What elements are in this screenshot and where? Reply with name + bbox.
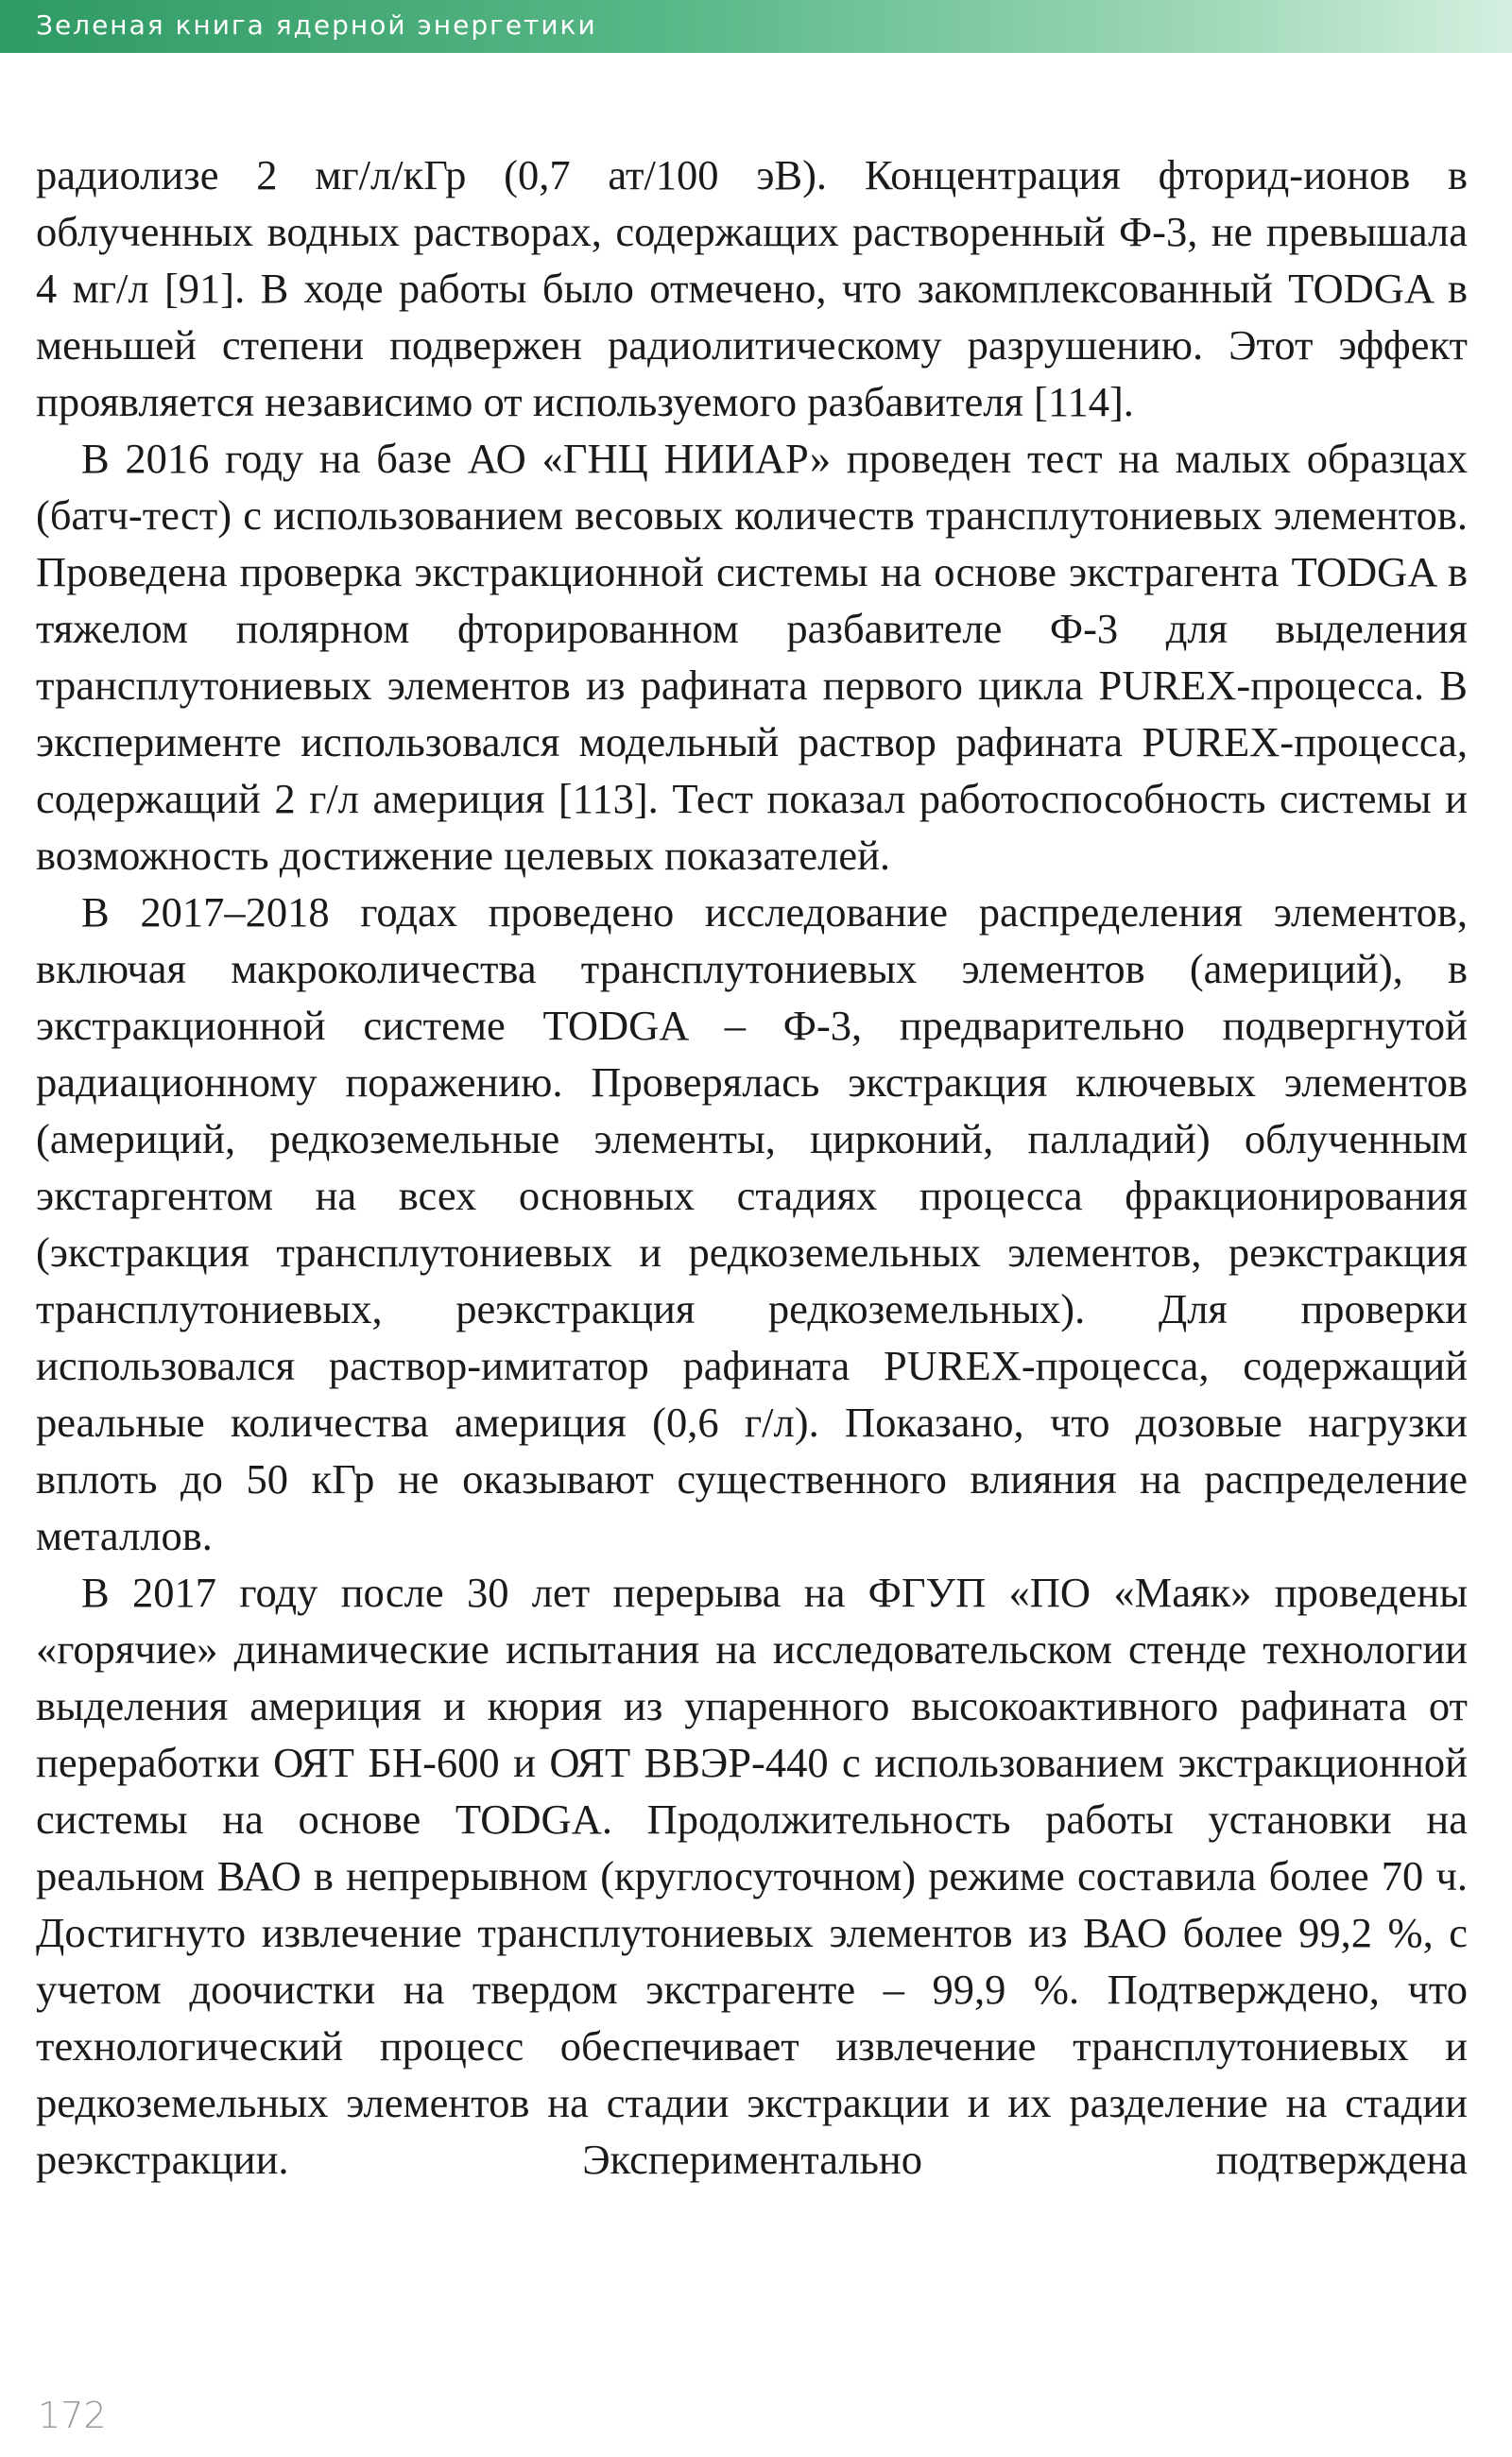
page-number: 172 — [38, 2395, 107, 2436]
body-text — [36, 146, 1468, 2188]
running-header-bar — [0, 0, 1512, 53]
paragraph: В 2017 году после 30 лет перерыва на ФГУП «ПО «Маяк» проведены «горячие» динамические испытания на исследовательском стенде технологии выделения америция и кюрия из упаренного высокоактивного рафината от переработки ОЯТ БН-600 и ОЯТ ВВЭР-440 с использованием экстракционной системы на основе TODGA. Продолжительность работы установки на реальном ВАО в непрерывном (круглосуточном) режиме составила более 70 ч. Достигнуто извлечение трансплутониевых элементов из ВАО более 99,2 %, с учетом доочистки на твердом экстрагенте – 99,9 %. Подтверждено, что технологический процесс обеспечивает извлечение трансплутониевых и редкоземельных элементов на стадии экстракции и их разделение на стадии реэкстракции. Экспериментально подтверждена — [36, 1569, 1468, 2183]
paragraph: радиолизе 2 мг/л/кГр (0,7 ат/100 эВ). Концентрация фторид-ионов в облученных водных растворах, содержащих растворенный Ф-3, не превышала 4 мг/л [91]. В ходе работы было отмечено, что закомплексованный TODGA в меньшей степени подвержен радиолитическому разрушению. Этот эффект проявляется независимо от используемого разбавителя [114]. — [36, 151, 1468, 425]
paragraph: В 2016 году на базе АО «ГНЦ НИИАР» проведен тест на малых образцах (батч-тест) с использованием весовых количеств трансплутониевых элементов. Проведена проверка экстракционной системы на основе экстрагента TODGA в тяжелом полярном фторированном разбавителе Ф-3 для выделения трансплутониевых элементов из рафината первого цикла PUREX-процесса. В эксперименте использовался модельный раствор рафината PUREX-процесса, содержащий 2 г/л америция [113]. Тест показал работоспособность системы и возможность достижение целевых показателей. — [36, 435, 1468, 879]
paragraph: В 2017–2018 годах проведено исследование распределения элементов, включая макроколичества трансплутониевых элементов (америций), в экстракционной системе TODGA – Ф-3, предварительно подвергнутой радиационному поражению. Проверялась экстракция ключевых элементов (америций, редкоземельные элементы, цирконий, палладий) облученным экстаргентом на всех основных стадиях процесса фракционирования (экстракция трансплутониевых и редкоземельных элементов, реэкстракция трансплутониевых, реэкстракция редкоземельных). Для проверки использовался раствор-имитатор рафината PUREX-процесса, содержащий реальные количества америция (0,6 г/л). Показано, что дозовые нагрузки вплоть до 50 кГр не оказывают существенного влияния на распределение металлов. — [36, 888, 1468, 1559]
running-header-title: Зеленая книга ядерной энергетики — [36, 9, 597, 41]
